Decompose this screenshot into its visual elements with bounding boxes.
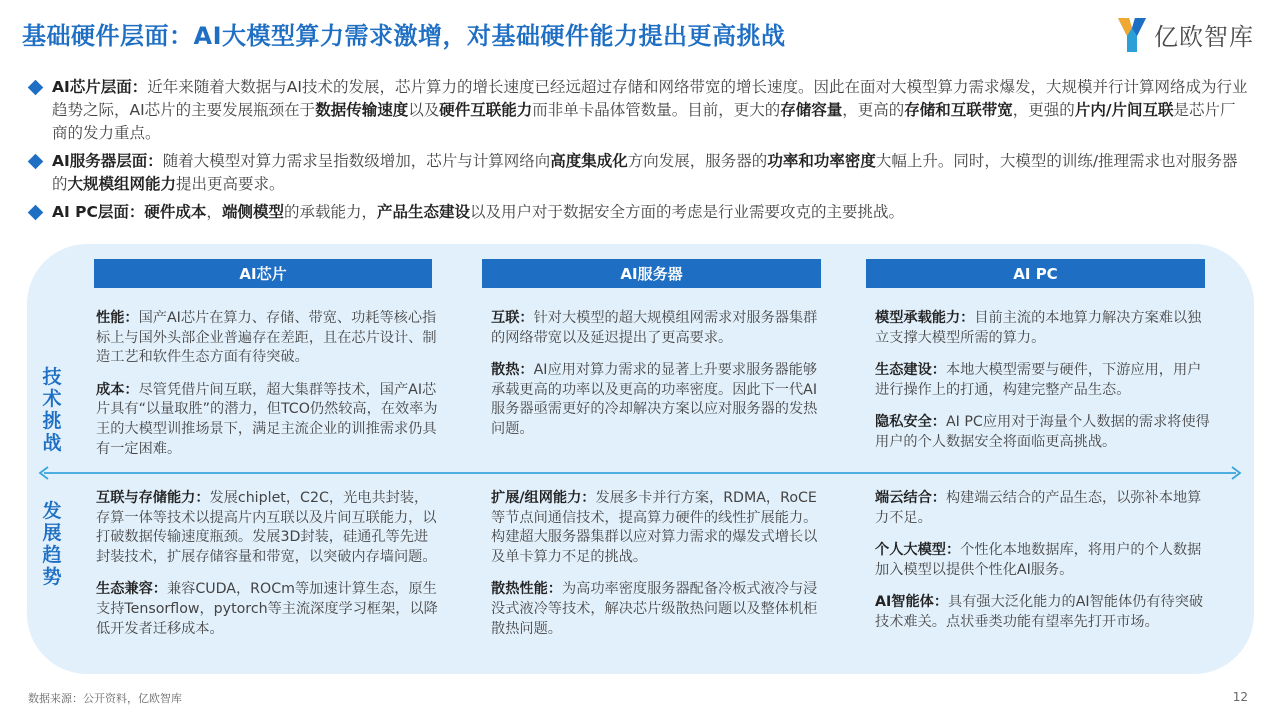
row-label-char: 势 <box>42 566 62 588</box>
cell-text: 构建端云结合的产品生态，以弥补本地算力不足。 <box>875 490 1202 526</box>
diamond-bullet-icon <box>28 154 44 170</box>
cell-text: AI PC应用对于海量个人数据的需求将使得用户的个人数据安全将面临更高挑战。 <box>875 414 1210 450</box>
column-header-ai-chip: AI芯片 <box>94 259 432 288</box>
cell-challenge-ai-chip <box>96 309 441 472</box>
summary-bullets <box>30 76 1250 229</box>
bullet-text <box>52 78 1247 142</box>
cell-text: 为高功率密度服务器配备冷板式液冷与浸没式液冷等技术，解决芯片级散热问题以及整体机柜散热问题。 <box>491 581 818 637</box>
cell-text: 发展多卡并行方案，RDMA，RoCE等节点间通信技术，提高算力硬件的线性扩展能力。构建超大服务器集群以应对算力需求的爆发式增长以及单卡算力不足的挑战。 <box>491 490 818 565</box>
bullet-segment: 是芯片厂商的发力重点。 <box>52 101 1236 142</box>
cell-text: 本地大模型需要与硬件，下游应用，用户进行操作上的打通，构建完整产品生态。 <box>875 362 1202 398</box>
cell-paragraph <box>96 309 441 368</box>
cell-text: 尽管凭借片间互联，超大集群等技术，国产AI芯片具有“以量取胜”的潜力，但TCO仍然较高，在效率为王的大模型训推场景下，满足主流企业的训推需求仍具有一定困难。 <box>96 381 438 457</box>
bullet-segment: ， <box>206 203 222 221</box>
cell-challenge-ai-server <box>491 309 818 453</box>
cell-heading: 互联： <box>491 310 534 326</box>
cell-paragraph <box>96 580 441 639</box>
bullet-segment: 随着大模型对算力需求呈指数级增加，芯片与计算网络向 <box>162 152 551 170</box>
cell-heading: 个人大模型： <box>875 542 961 559</box>
yiou-logo-icon <box>1116 14 1148 54</box>
bullet-segment: 而非单卡晶体管数量。目前，更大的 <box>532 101 781 119</box>
cell-challenge-ai-pc <box>875 309 1211 466</box>
cell-heading: 端云结合： <box>875 490 946 506</box>
cell-paragraph <box>96 381 441 459</box>
cell-heading: 扩展/组网能力： <box>491 490 596 506</box>
bullet-emphasis: 存储容量 <box>780 101 843 119</box>
data-source: 数据来源：公开资料，亿欧智库 <box>28 692 182 705</box>
row-label-char: 术 <box>42 388 62 410</box>
bullet-emphasis: 产品生态建设 <box>376 203 470 221</box>
cell-text: 具有强大泛化能力的AI智能体仍有待突破技术难关。点状垂类功能有望率先打开市场。 <box>875 594 1204 630</box>
logo-text: 亿欧智库 <box>1154 22 1254 51</box>
cell-heading: AI智能体： <box>875 594 949 611</box>
bullet-label: AI服务器层面： <box>52 152 163 170</box>
bullet-segment: 方向发展，服务器的 <box>627 152 768 170</box>
column-header-ai-server: AI服务器 <box>482 259 821 288</box>
cell-text: 国产AI芯片在算力、存储、带宽、功耗等核心指标上与国外头部企业普遍存在差距，且在芯片设计、制造工艺和软件生态方面有待突破。 <box>96 310 437 366</box>
cell-paragraph <box>491 361 818 439</box>
bullet-segment: 的承载能力， <box>283 203 377 221</box>
cell-paragraph <box>491 580 818 639</box>
row-label-challenge <box>40 366 64 454</box>
bullet-label: AI芯片层面： <box>52 78 148 96</box>
cell-text: 目前主流的本地算力解决方案难以独立支撑大模型所需的算力。 <box>875 310 1202 346</box>
logo <box>1116 14 1254 54</box>
cell-paragraph <box>875 413 1211 452</box>
column-header-ai-pc: AI PC <box>866 259 1205 288</box>
bullet-emphasis: 存储和互联带宽 <box>904 101 1013 119</box>
bullet-segment: ，更高的 <box>842 101 905 119</box>
bullet-segment: 以及 <box>408 101 440 119</box>
cell-paragraph <box>875 593 1211 632</box>
cell-text: 发展chiplet，C2C，光电共封装，存算一体等技术以提高片内互联以及片间互联能力，以打破数据传输速度瓶颈。发展3D封装，硅通孔等先进封装技术，扩展存储容量和带宽，以突破内存墙问题。 <box>96 490 437 565</box>
cell-heading: 生态兼容： <box>96 581 167 598</box>
cell-trend-ai-server <box>491 489 818 652</box>
diamond-bullet-icon <box>28 80 44 96</box>
cell-paragraph <box>491 309 818 348</box>
cell-paragraph <box>96 489 441 567</box>
bullet-emphasis: 功率和功率密度 <box>767 152 876 170</box>
bullet-emphasis: 硬件成本 <box>144 203 207 221</box>
cell-heading: 散热： <box>491 362 534 379</box>
cell-paragraph <box>491 489 818 567</box>
cell-trend-ai-chip <box>96 489 441 652</box>
row-label-char: 趋 <box>42 544 62 566</box>
diamond-bullet-icon <box>28 205 44 221</box>
bullet-segment: 以及用户对于数据安全方面的考虑是行业需要攻克的主要挑战。 <box>469 203 904 221</box>
cell-heading: 模型承载能力： <box>875 310 975 326</box>
bullet-ai-pc <box>30 201 1250 224</box>
cell-paragraph <box>875 541 1211 580</box>
bullet-text <box>52 152 1238 193</box>
row-label-char: 展 <box>42 522 62 544</box>
cell-text: AI应用对算力需求的显著上升要求服务器能够承载更高的功率以及更高的功率密度。因此下一代AI服务器亟需更好的冷却解决方案以应对服务器的发热问题。 <box>491 362 818 437</box>
cell-heading: 成本： <box>96 381 139 398</box>
cell-trend-ai-pc <box>875 489 1211 646</box>
cell-heading: 生态建设： <box>875 362 946 379</box>
row-label-char: 战 <box>42 432 62 454</box>
bullet-label: AI PC层面： <box>52 203 145 221</box>
row-label-char: 挑 <box>42 410 62 432</box>
cell-heading: 散热性能： <box>491 581 562 598</box>
bullet-segment: ，更强的 <box>1012 101 1075 119</box>
bullet-segment: 近年来随着大数据与AI技术的发展，芯片算力的增长速度已经远超过存储和网络带宽的增长速度。因此在面对大模型算力需求爆发，大规模并行计算网络成为行业趋势之际，AI芯片的主要发展瓶颈在于 <box>52 78 1248 119</box>
row-label-char: 技 <box>42 366 62 388</box>
cell-text: 针对大模型的超大规模组网需求对服务器集群的网络带宽以及延迟提出了更高要求。 <box>491 310 818 346</box>
bullet-emphasis: 端侧模型 <box>221 203 284 221</box>
bullet-emphasis: 数据传输速度 <box>315 101 409 119</box>
cell-heading: 互联与存储能力： <box>96 490 210 506</box>
cell-text: 兼容CUDA，ROCm等加速计算生态，原生支持Tensorflow，pytorch等主流深度学习框架，以降低开发者迁移成本。 <box>96 581 438 637</box>
cell-paragraph <box>875 309 1211 348</box>
bullet-ai-chip <box>30 76 1250 145</box>
bullet-segment: 大幅上升。同时，大模型的训练/推理需求也对服务器的 <box>52 152 1238 193</box>
cell-text: 个性化本地数据库，将用户的个人数据加入模型以提供个性化AI服务。 <box>875 542 1202 578</box>
bullet-emphasis: 硬件互联能力 <box>439 101 533 119</box>
cell-paragraph <box>875 361 1211 400</box>
bullet-text <box>144 203 904 221</box>
bullet-emphasis: 片内/片间互联 <box>1074 101 1174 119</box>
bullet-ai-server <box>30 150 1250 196</box>
page-title: 基础硬件层面：AI大模型算力需求激增，对基础硬件能力提出更高挑战 <box>22 22 786 50</box>
bullet-emphasis: 高度集成化 <box>550 152 628 170</box>
row-label-char: 发 <box>42 500 62 522</box>
cell-heading: 性能： <box>96 310 139 326</box>
bullet-emphasis: 大规模组网能力 <box>67 175 177 193</box>
row-label-trend <box>40 500 64 588</box>
page-number: 12 <box>1232 690 1248 704</box>
cell-heading: 隐私安全： <box>875 414 946 431</box>
cell-paragraph <box>875 489 1211 528</box>
bullet-segment: 提出更高要求。 <box>176 175 285 193</box>
